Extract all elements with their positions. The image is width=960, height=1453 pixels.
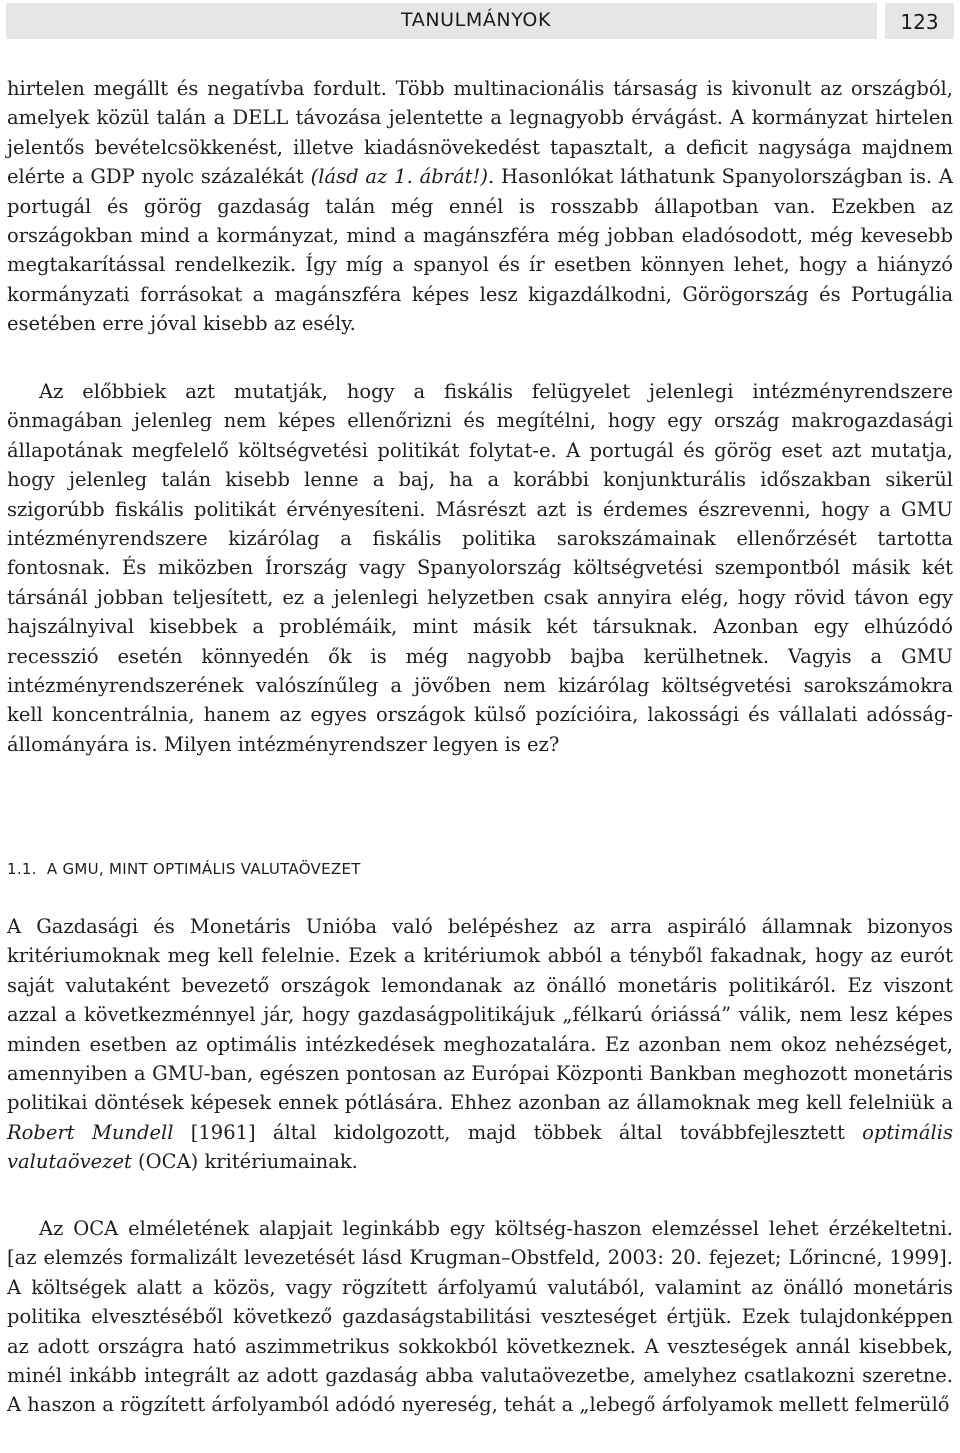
author-name: Robert Mundell xyxy=(7,1120,174,1144)
section-heading xyxy=(7,860,361,878)
figure-reference: (lásd az 1. ábrát!) xyxy=(310,165,488,189)
body-paragraph-2: Az előbbiek azt mutatják, hogy a fiskális felügyelet jelenlegi intézményrendszere önmagában jelenleg nem képes ellenőrizni és megítélni, hogy egy ország makrogazdasági állapotának megfelelő költségvetési politikát folytat-e. A portugál és görög eset azt mutatja, hogy jelenleg talán kisebb lenne a baj, ha a korábbi konjunkturális időszakban sikerül szigorúbb fiskális politikát érvényesíteni. Másrészt azt is érdemes észrevenni, hogy a GMU intézményrendszere kizárólag a fiskális politika sarokszámainak ellenőrzését tartotta fontosnak. És miközben Írország vagy Spanyolország költségvetési szempontból másik két társánál jobban teljesített, ez a jelenlegi helyzetben csak annyira elég, hogy rövid távon egy hajszálnyival kisebbek a problémáik, mint másik két társuknak. Azonban egy elhúzódó recesszió esetén könnyedén ők is még nagyobb bajba kerülhetnek. Vagyis a GMU intézményrendszerének valószínűleg a jövőben nem kizárólag költségvetési sarokszámokra kell koncentrálnia, hanem az egyes országok külső pozícióira, lakossági és vállalati adósságállományára is. Milyen intézményrendszer legyen is ez? xyxy=(7,380,953,756)
section-number: 1.1. xyxy=(7,860,37,878)
paragraph-text: (OCA) kritériumainak. xyxy=(131,1150,358,1174)
paragraph-text: [1961] által kidolgozott, majd többek által továbbfejlesztett xyxy=(173,1120,863,1144)
term-italic: optimális valutaövezet xyxy=(7,1120,953,1174)
body-paragraph-1 xyxy=(7,74,953,339)
section-paragraph-2: Az OCA elméletének alapjait leginkább egy költség-haszon elemzéssel lehet érzékeltetni. [az elemzés formalizált levezetését lásd Krugman–Obstfeld, 2003: 20. fejezet; Lőrincné, 1999]. A költségek alatt a közös, vagy rögzített árfolyamú valutából, valamint az önálló monetáris politika elvesztéséből következő gazdaságstabilitási veszteséget értjük. Ezek tulajdonképpen az adott országra ható aszimmetrikus sokkokból következnek. A veszteségek annál kisebbek, minél inkább integrált az adott gazdaság abba valutaövezetbe, amelyhez csatlakozni szeretne. A haszon a rögzített árfolyamból adódó nyereség, tehát a „lebegő árfolyamok mellett felmerülő xyxy=(7,1217,953,1417)
paragraph-text: hirtelen megállt és negatívba fordult. Több multinacionális társaság is kivonult az országból, amelyek közül talán a DELL távozása jelentette a legnagyobb érvágást. A kormányzat hirtelen jelentős bevételcsökkenést, illetve kiadásnövekedést tapasztalt, a deficit nagysága majdnem elérte a GDP nyolc százalékát xyxy=(7,77,953,189)
section-paragraph-1 xyxy=(7,912,953,1177)
page-number-box xyxy=(885,3,954,39)
section-title: A GMU, MINT OPTIMÁLIS VALUTAÖVEZET xyxy=(46,860,361,878)
paragraph-text: . Hasonlókat láthatunk Spanyolországban is. A portugál és görög gazdaság talán még ennél is rosszabb állapotban van. Ezekben az országokban mind a kormányzat, mind a magánszféra még jobban eladósodott, még kevesebb megtakarítással rendelkezik. Így míg a spanyol és ír esetben könnyen lehet, hogy a hiányzó kormányzati forrásokat a magánszféra képes lesz kigazdálkodni, Görögország és Portugália esetében erre jóval kisebb az esély. xyxy=(7,165,953,336)
header-title-bar xyxy=(6,3,877,39)
paragraph-text: A Gazdasági és Monetáris Unióba való belépéshez az arra aspiráló államnak bizonyos kritériumoknak meg kell felelnie. Ezek a kritériumok abból a tényből fakadnak, hogy az eurót saját valutaként bevezető országok lemondanak az önálló monetáris politikáról. Ez viszont azzal a következménnyel jár, hogy gazdaságpolitikájuk „félkarú óriássá” válik, nem lesz képes minden esetben az optimális intézkedések meghozatalára. Ez azonban nem okoz nehézséget, amennyiben a GMU-ban, egészen pontosan az Európai Központi Bankban meghozott monetáris politikai döntések képesek ennek pótlására. Ehhez azonban az államoknak meg kell felelniük a xyxy=(7,915,953,1115)
running-header xyxy=(6,3,954,39)
page-number: 123 xyxy=(900,10,939,34)
header-title: TANULMÁNYOK xyxy=(401,9,552,31)
